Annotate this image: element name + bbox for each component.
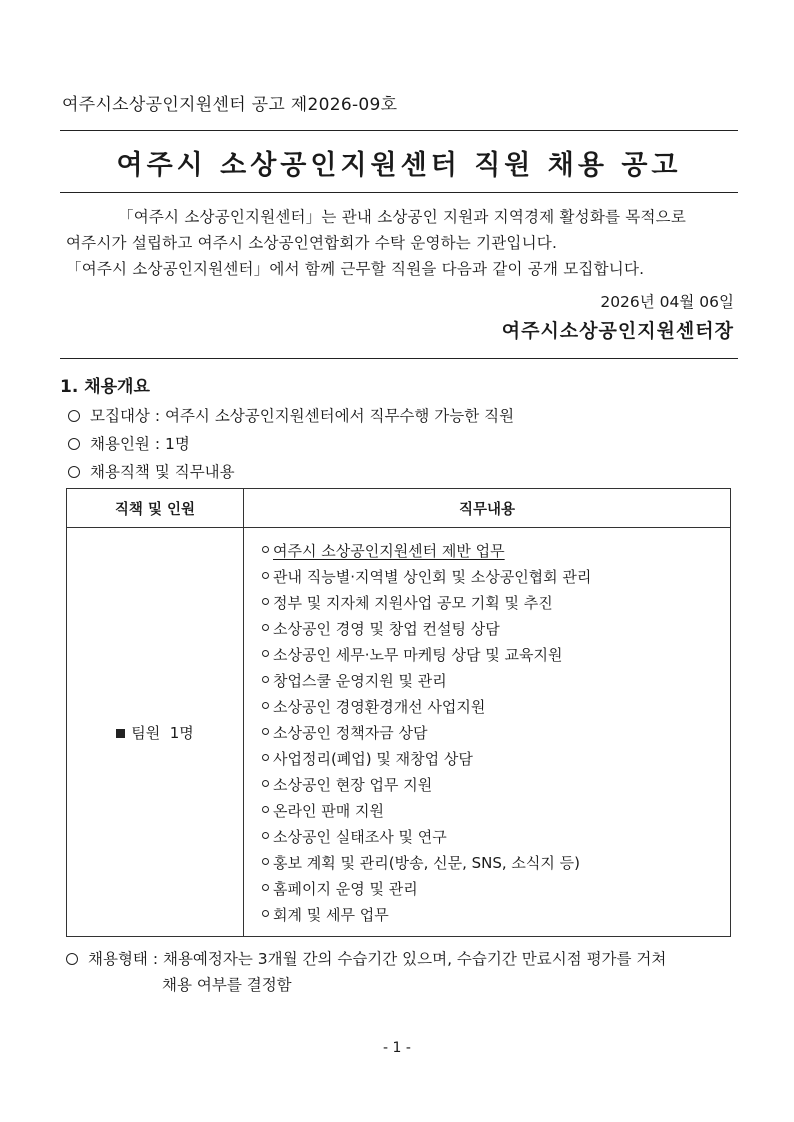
small-circle-icon <box>262 832 269 839</box>
duty-item: 여주시 소상공인지원센터 제반 업무 <box>262 538 730 564</box>
duty-item: 온라인 판매 지원 <box>262 798 730 824</box>
small-circle-icon <box>262 858 269 865</box>
small-circle-icon <box>262 754 269 761</box>
employment-text: 채용예정자는 3개월 간의 수습기간 있으며, 수습기간 만료시점 평가를 거쳐 <box>162 950 667 968</box>
small-circle-icon <box>262 910 269 917</box>
role-text: 팀원 1명 <box>131 723 194 742</box>
small-circle-icon <box>262 728 269 735</box>
column-header-duties: 직무내용 <box>244 489 731 528</box>
employment-row <box>66 946 738 972</box>
circle-bullet-icon <box>68 438 80 450</box>
circle-bullet-icon <box>68 410 80 422</box>
column-header-position: 직책 및 인원 <box>67 489 244 528</box>
duty-item: 사업정리(폐업) 및 재창업 상담 <box>262 746 730 772</box>
section-title: 1. 채용개요 <box>60 377 150 397</box>
bullet-item: 채용직책 및 직무내용 <box>68 460 235 482</box>
duty-item: 홍보 계획 및 관리(방송, 신문, SNS, 소식지 등) <box>262 850 730 876</box>
intro-line: 여주시가 설립하고 여주시 소상공인연합회가 수탁 운영하는 기관입니다. <box>66 234 558 252</box>
header-divider-bottom <box>60 192 738 193</box>
employment-text-cont: 채용 여부를 결정함 <box>162 976 292 994</box>
duty-item: 소상공인 경영 및 창업 컨설팅 상담 <box>262 616 730 642</box>
duty-item: 홈페이지 운영 및 관리 <box>262 876 730 902</box>
small-circle-icon <box>262 546 269 553</box>
small-circle-icon <box>262 598 269 605</box>
square-bullet-icon <box>116 729 125 738</box>
employment-label: 채용형태 : <box>66 946 163 972</box>
circle-bullet-icon <box>68 466 80 478</box>
small-circle-icon <box>262 806 269 813</box>
page-title: 여주시 소상공인지원센터 직원 채용 공고 <box>116 150 682 181</box>
small-circle-icon <box>262 780 269 787</box>
issuer-name: 여주시소상공인지원센터장 <box>501 320 734 342</box>
duty-list <box>262 538 730 928</box>
table-header-row <box>67 489 731 528</box>
intro-paragraph <box>66 204 738 282</box>
circle-bullet-icon <box>66 953 78 965</box>
small-circle-icon <box>262 572 269 579</box>
duty-item: 정부 및 지자체 지원사업 공모 기획 및 추진 <box>262 590 730 616</box>
header-divider-top <box>60 130 738 131</box>
small-circle-icon <box>262 624 269 631</box>
page-number: - 1 - <box>383 1040 411 1056</box>
bullet-item: 채용인원 : 1명 <box>68 432 190 454</box>
notice-date: 2026년 04월 06일 <box>600 293 734 311</box>
duty-item: 회계 및 세무 업무 <box>262 902 730 928</box>
duty-item: 소상공인 세무·노무 마케팅 상담 및 교육지원 <box>262 642 730 668</box>
duty-item: 소상공인 현장 업무 지원 <box>262 772 730 798</box>
bullet-item: 모집대상 : 여주시 소상공인지원센터에서 직무수행 가능한 직원 <box>68 404 514 426</box>
notice-number: 여주시소상공인지원센터 공고 제2026-09호 <box>62 95 398 115</box>
small-circle-icon <box>262 884 269 891</box>
duty-table <box>66 488 731 937</box>
small-circle-icon <box>262 676 269 683</box>
duty-item: 창업스쿨 운영지원 및 관리 <box>262 668 730 694</box>
role-cell <box>67 528 244 937</box>
duty-item: 소상공인 실태조사 및 연구 <box>262 824 730 850</box>
duty-item: 관내 직능별·지역별 상인회 및 소상공인협회 관리 <box>262 564 730 590</box>
intro-divider <box>60 358 738 359</box>
duty-item: 소상공인 경영환경개선 사업지원 <box>262 694 730 720</box>
duties-cell <box>244 528 731 937</box>
intro-line: 「여주시 소상공인지원센터」는 관내 소상공인 지원과 지역경제 활성화를 목적으로 <box>118 208 687 226</box>
duty-item: 소상공인 정책자금 상담 <box>262 720 730 746</box>
small-circle-icon <box>262 650 269 657</box>
table-row <box>67 528 731 937</box>
intro-line: 「여주시 소상공인지원센터」에서 함께 근무할 직원을 다음과 같이 공개 모집합니다. <box>66 260 645 278</box>
small-circle-icon <box>262 702 269 709</box>
employment-type <box>66 946 738 998</box>
